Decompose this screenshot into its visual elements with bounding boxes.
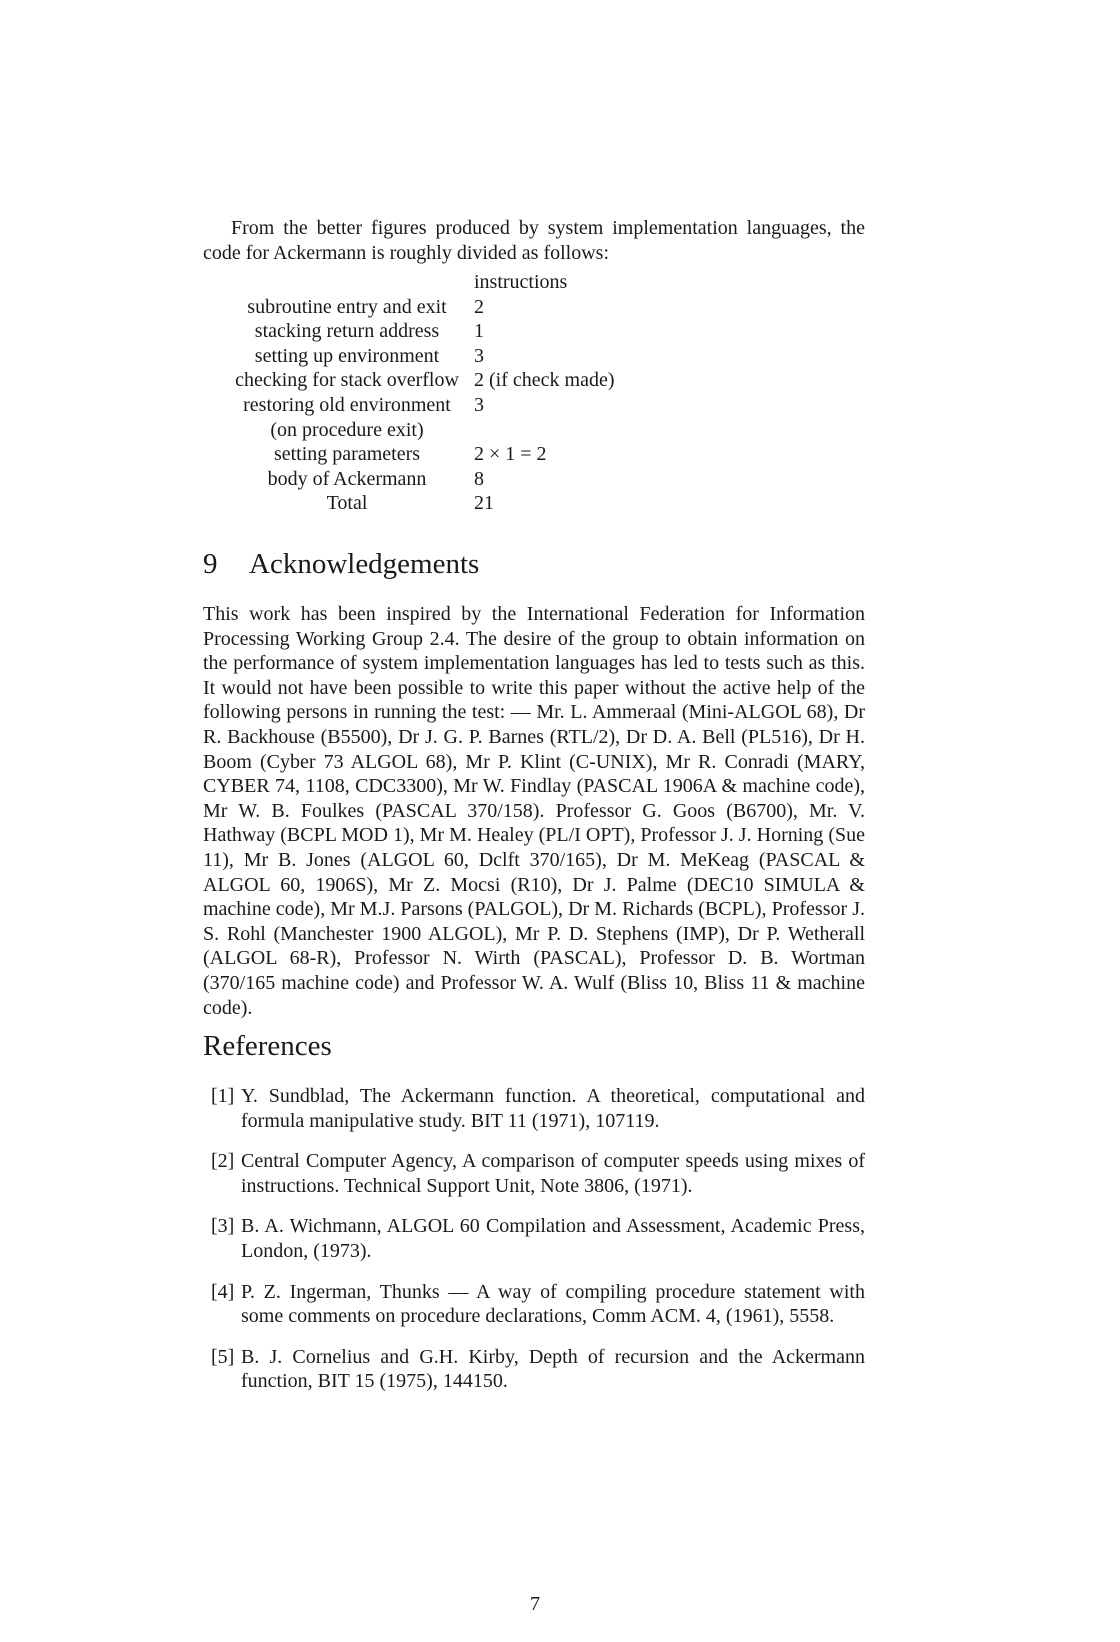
row-label: Total	[326, 492, 368, 515]
table-row-total	[232, 491, 614, 516]
page-number: 7	[530, 1593, 540, 1615]
row-value: 8	[474, 467, 484, 490]
row-value: 1	[474, 320, 484, 343]
reference-number: [4]	[211, 1280, 235, 1303]
references-heading: References	[203, 1030, 332, 1062]
row-value: 2 (if check made)	[474, 369, 615, 392]
row-label: (on procedure exit)	[270, 418, 424, 441]
reference-text: Y. Sundblad, The Ackermann function. A theoretical, computational and formula manipulative study. BIT 11 (1971), 107119.	[241, 1085, 865, 1132]
table-header-label	[232, 270, 474, 295]
table-row	[232, 418, 614, 443]
reference-number: [5]	[211, 1345, 235, 1368]
reference-item	[203, 1149, 865, 1198]
reference-item	[203, 1084, 865, 1133]
row-label: subroutine entry and exit	[247, 295, 447, 318]
table-header-row	[232, 270, 614, 295]
row-label: body of Ackermann	[267, 467, 427, 490]
acknowledgements-body: This work has been inspired by the International Federation for Information Processing Working Group 2.4. The desire of the group to obtain information on the performance of system implementation languages has led to tests such as this. It would not have been possible to write this paper without the active help of the following persons in running the test: — Mr. L. Ammeraal (Mini-ALGOL 68), Dr R. Backhouse (B5500), Dr J. G. P. Barnes (RTL/2), Dr D. A. Bell (PL516), Dr H. Boom (Cyber 73 ALGOL 68), Mr P. Klint (C-UNIX), Mr R. Conradi (MARY, CYBER 74, 1108, CDC3300), Mr W. Findlay (PASCAL 1906A & machine code), Mr W. B. Foulkes (PASCAL 370/158). Professor G. Goos (B6700), Mr. V. Hathway (BCPL MOD 1), Mr M. Healey (PL/I OPT), Professor J. J. Horning (Sue 11), Mr B. Jones (ALGOL 60, Dclft 370/165), Dr M. MeKeag (PASCAL & ALGOL 60, 1906S), Mr Z. Mocsi (R10), Dr J. Palme (DEC10 SIMULA & machine code), Mr M.J. Parsons (PALGOL), Dr M. Richards (BCPL), Professor J. S. Rohl (Manchester 1900 ALGOL), Mr P. D. Stephens (IMP), Dr P. Wetherall (ALGOL 68-R), Professor N. Wirth (PASCAL), Professor D. B. Wortman (370/165 machine code) and Professor W. A. Wulf (Bliss 10, Bliss 11 & machine code).	[203, 603, 865, 1019]
row-value: 2	[474, 295, 484, 318]
reference-number: [1]	[211, 1085, 235, 1107]
row-label: setting up environment	[254, 344, 440, 367]
section-title: Acknowledgements	[249, 548, 480, 580]
instruction-cost-table	[232, 270, 614, 516]
table-row	[232, 344, 614, 369]
row-label: checking for stack overflow	[235, 369, 459, 392]
row-value: 21	[474, 492, 494, 515]
table-row	[232, 319, 614, 344]
reference-item	[203, 1214, 865, 1263]
row-value: 3	[474, 344, 484, 367]
reference-number: [3]	[211, 1215, 235, 1238]
table-row	[232, 467, 614, 492]
reference-number: [2]	[211, 1150, 235, 1173]
row-label: restoring old environment	[243, 393, 451, 416]
acknowledgements-heading	[203, 548, 479, 581]
table-row	[232, 393, 614, 418]
row-value	[474, 418, 614, 443]
reference-item	[203, 1345, 865, 1394]
row-value: 2 × 1 = 2	[474, 443, 547, 466]
table-row	[232, 295, 614, 320]
row-label: setting parameters	[273, 443, 421, 466]
row-label: stacking return address	[254, 320, 440, 343]
reference-text: Central Computer Agency, A comparison of computer speeds using mixes of instructions. Technical Support Unit, Note 3806, (1971).	[241, 1150, 865, 1197]
reference-item	[203, 1280, 865, 1329]
table-header-instructions: instructions	[474, 271, 568, 293]
reference-text: P. Z. Ingerman, Thunks — A way of compiling procedure statement with some comments on procedure declarations, Comm ACM. 4, (1961), 5558.	[241, 1280, 865, 1328]
reference-list	[203, 1084, 865, 1410]
table-row	[232, 368, 614, 393]
row-value: 3	[474, 393, 484, 416]
intro-paragraph: From the better figures produced by system implementation languages, the code for Ackermann is roughly divided as follows:	[203, 217, 865, 264]
reference-text: B. J. Cornelius and G.H. Kirby, Depth of recursion and the Ackermann function, BIT 15 (1975), 144150.	[241, 1345, 865, 1393]
section-number: 9	[203, 548, 218, 580]
table-row	[232, 442, 614, 467]
reference-text: B. A. Wichmann, ALGOL 60 Compilation and Assessment, Academic Press, London, (1973).	[241, 1215, 865, 1262]
